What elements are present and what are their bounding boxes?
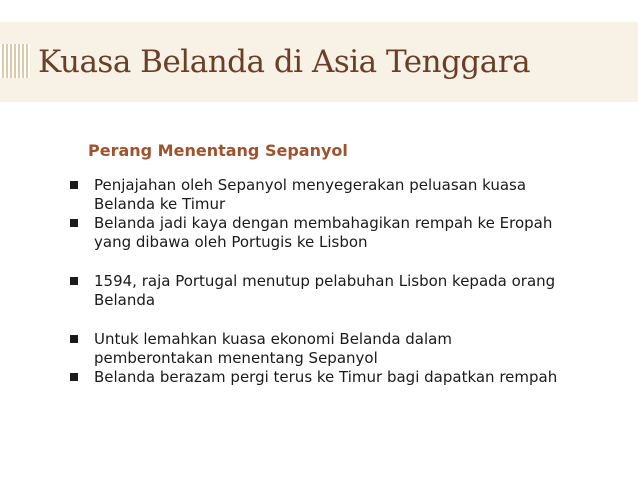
bullet-item bbox=[70, 330, 564, 368]
bullet-item bbox=[70, 214, 564, 252]
bullet-item bbox=[70, 272, 564, 310]
bullet-text: Belanda jadi kaya dengan membahagikan rempah ke Eropah yang dibawa oleh Portugis ke Lisbon bbox=[94, 214, 553, 251]
bullet-text: Belanda berazam pergi terus ke Timur bagi dapatkan rempah bbox=[94, 368, 558, 386]
bullet-item bbox=[70, 368, 564, 387]
bullet-text: 1594, raja Portugal menutup pelabuhan Lisbon kepada orang Belanda bbox=[94, 272, 556, 309]
bullet-item bbox=[70, 176, 564, 214]
bullet-text: Untuk lemahkan kuasa ekonomi Belanda dalam pemberontakan menentang Sepanyol bbox=[94, 330, 452, 367]
title-accent-stripes bbox=[0, 44, 30, 78]
slide-title: Kuasa Belanda di Asia Tenggara bbox=[38, 44, 531, 80]
bullet-text: Penjajahan oleh Sepanyol menyegerakan peluasan kuasa Belanda ke Timur bbox=[94, 176, 527, 213]
bullet-list bbox=[70, 176, 564, 387]
square-bullet-icon bbox=[70, 373, 78, 381]
square-bullet-icon bbox=[70, 277, 78, 285]
slide-subtitle: Perang Menentang Sepanyol bbox=[88, 141, 348, 160]
square-bullet-icon bbox=[70, 219, 78, 227]
square-bullet-icon bbox=[70, 335, 78, 343]
square-bullet-icon bbox=[70, 181, 78, 189]
